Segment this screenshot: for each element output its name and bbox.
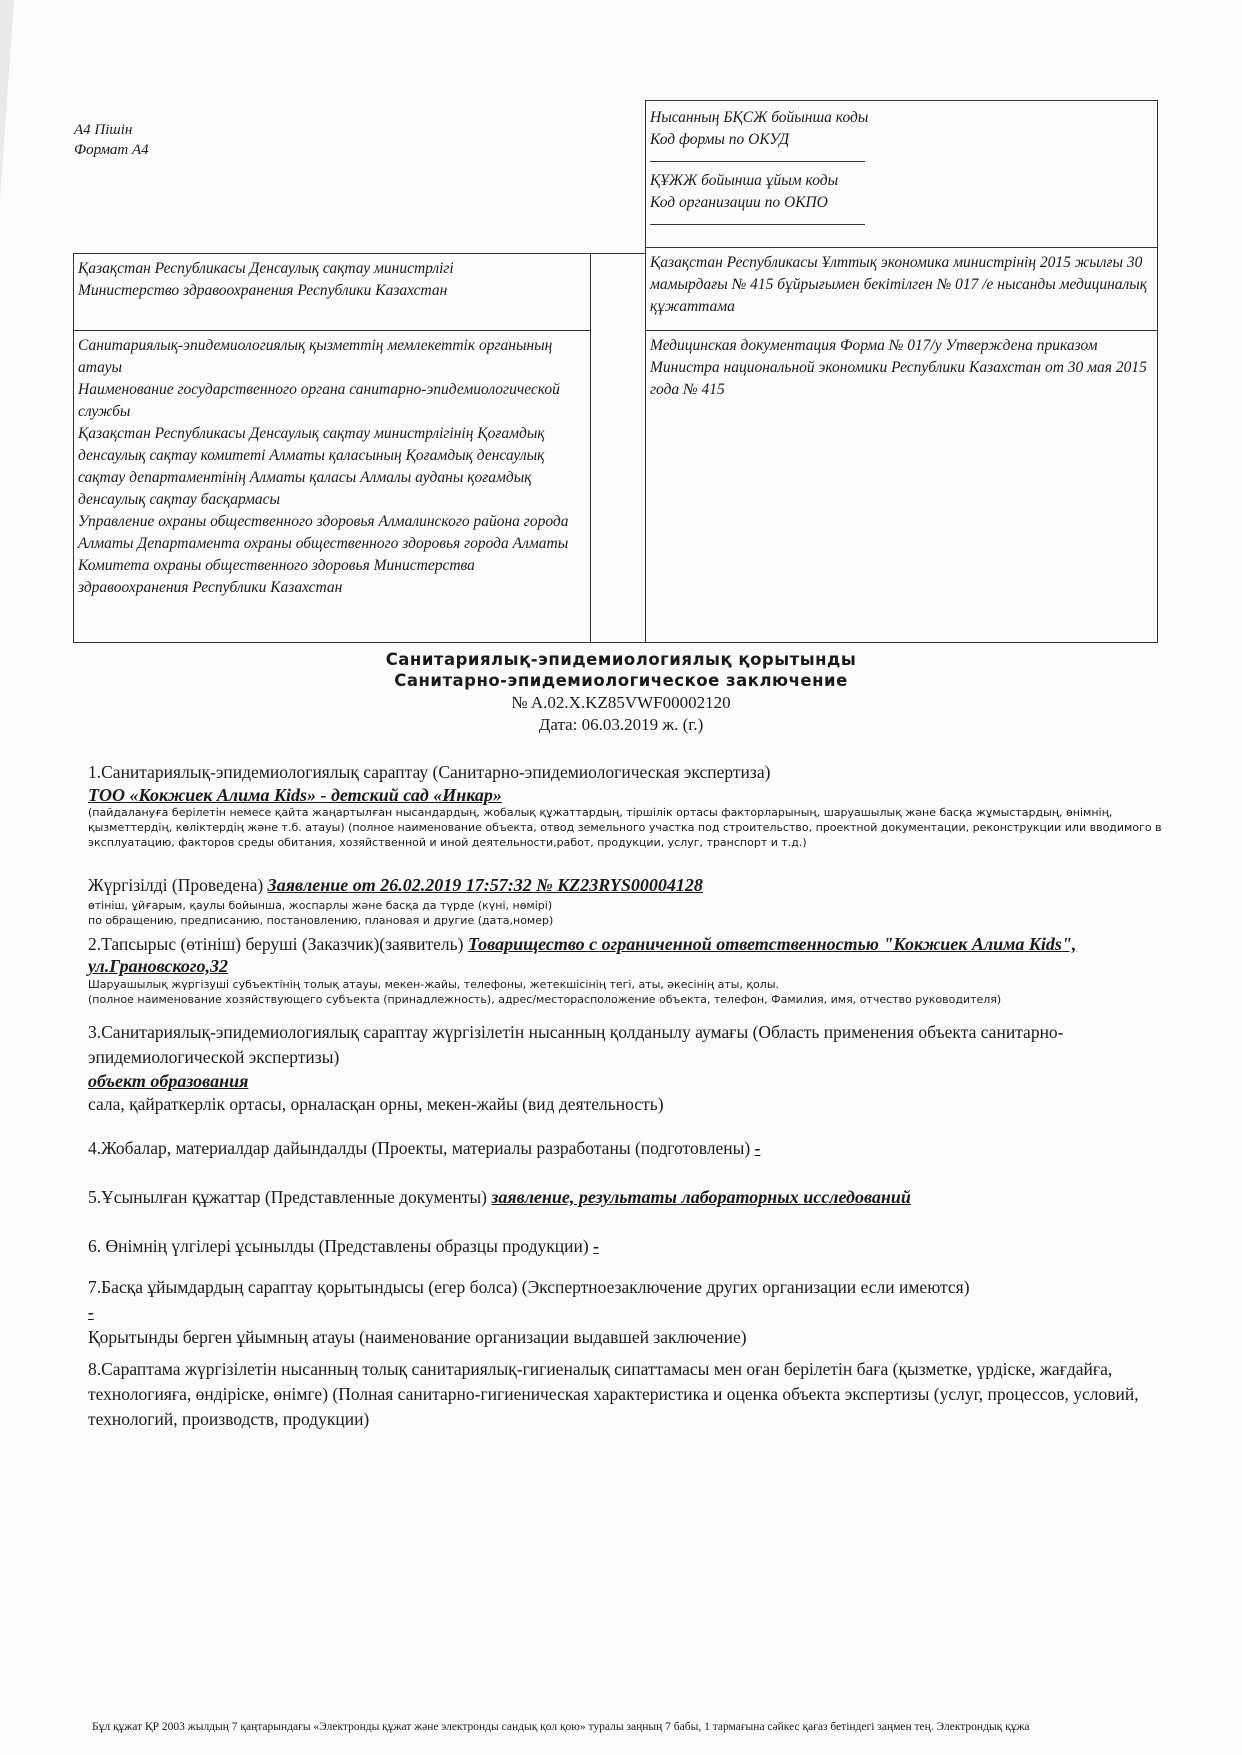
s3-value: объект образования: [88, 1071, 249, 1091]
ministry-kz: Қазақстан Республикасы Денсаулық сақтау министрлігі: [78, 260, 454, 277]
section-4: [88, 1136, 1178, 1161]
s6-value: -: [593, 1236, 599, 1256]
organ-label-ru: Наименование государственного органа санитарно-эпидемиологической службы: [78, 381, 560, 420]
section-conducted: [88, 873, 1178, 928]
page-fold-shadow: [0, 0, 14, 200]
order-ru: Медицинская документация Форма № 017/у Утверждена приказом Министра национальной экономики Республики Казахстан от 30 мая 2015 года № 415: [650, 337, 1147, 398]
section-2: [88, 933, 1178, 1007]
s3-hint: сала, қайраткерлік ортасы, орналасқан орны, мекен-жайы (вид деятельность): [88, 1094, 664, 1114]
s6-label: 6. Өнімнің үлгілері ұсынылды (Представлены образцы продукции): [88, 1236, 589, 1256]
document-title: [0, 650, 1242, 735]
s2-label: 2.Тапсырыс (өтініш) беруші (Заказчик)(заявитель): [88, 934, 464, 954]
section-8: [88, 1357, 1178, 1432]
format-ru: Формат А4: [74, 142, 149, 158]
okud-kz: Нысанның БҚСЖ бойынша коды: [650, 109, 869, 126]
footer-legal-note: Бұл құжат ҚР 2003 жылдың 7 қаңтарындағы «Электронды құжат және электронды сандық қол қою» туралы заңның 7 бабы, 1 тармағына сәйкес қағаз бетіндегі заңмен тең. Электрондық құжа: [92, 1721, 1030, 1733]
format-kz: А4 Пішін: [74, 122, 133, 138]
s2-value: Товарищество с ограниченной ответственностью "Кокжиек Алима Kids", ул.Грановского,32: [88, 934, 1077, 976]
okud-ru: Код формы по ОКУД: [650, 131, 790, 148]
s5-value: заявление, результаты лабораторных исследований: [491, 1187, 911, 1207]
s1-label: 1.Санитариялық-эпидемиологиялық сараптау (Санитарно-эпидемиологическая экспертиза): [88, 762, 771, 782]
conducted-value: Заявление от 26.02.2019 17:57:32 № KZ23RYS00004128: [267, 875, 703, 895]
organ-cell: [73, 330, 591, 643]
spacer-cell: [590, 253, 646, 643]
s2-hint-ru: (полное наименование хозяйствующего субъекта (принадлежность), адрес/месторасположение объекта, телефон, Фамилия, имя, отчество руководителя): [88, 993, 1002, 1006]
s7-hint: Қорытынды берген ұйымның атауы (наименование организации выдавшей заключение): [88, 1327, 747, 1347]
title-ru: Санитарно-эпидемиологическое заключение: [394, 671, 848, 690]
order-kz: Қазақстан Республикасы Ұлттық экономика министрінің 2015 жылғы 30 мамырдағы № 415 бұйрығымен бекітілген № 017 /е нысанды медициналық құжаттама: [650, 254, 1148, 315]
s7-value: -: [88, 1302, 94, 1322]
ministry-ru: Министерство здравоохранения Республики Казахстан: [78, 282, 448, 299]
s2-hint-kz: Шаруашылық жүргізуші субъектінің толық атауы, мекен-жайы, телефоны, жетекшісінің тегі, аты, әкесінің аты, қолы.: [88, 978, 779, 991]
section-5: [88, 1185, 1178, 1210]
s4-label: 4.Жобалар, материалдар дайындалды (Проекты, материалы разработаны (подготовлены): [88, 1138, 751, 1158]
organ-name-ru: Управление охраны общественного здоровья Алмалинского района города Алматы Департамента охраны общественного здоровья города Алматы Комитета охраны общественного здоровья Министерства здравоохранения Республики Казахстан: [78, 513, 569, 596]
s5-label: 5.Ұсынылған құжаттар (Представленные документы): [88, 1187, 487, 1207]
title-kz: Санитариялық-эпидемиологиялық қорытынды: [385, 650, 857, 669]
conducted-hint-ru: по обращению, предписанию, постановлению, плановая и другие (дата,номер): [88, 914, 554, 927]
title-number: № A.02.X.KZ85VWF00002120: [511, 693, 731, 712]
order-ru-cell: [645, 330, 1158, 643]
section-3: [88, 1020, 1178, 1117]
s4-value: -: [754, 1138, 761, 1158]
section-7: [88, 1275, 1178, 1350]
section-1: [88, 760, 1178, 850]
organ-label-kz: Санитариялық-эпидемиологиялық қызметтің мемлекеттік органының атауы: [78, 337, 553, 376]
s1-value: ТОО «Кокжиек Алима Kids» - детский сад «Инкар»: [88, 785, 502, 805]
section-6: [88, 1234, 1178, 1259]
title-date: Дата: 06.03.2019 ж. (г.): [538, 715, 704, 734]
okpo-line: [650, 224, 865, 225]
format-label: [74, 120, 149, 160]
s7-label: 7.Басқа ұйымдардың сараптау қорытындысы (егер болса) (Экспертноезаключение других организации если имеются): [88, 1277, 970, 1297]
ministry-cell: [73, 253, 591, 331]
s8-label: 8.Сараптама жүргізілетін нысанның толық санитариялық-гигиеналық сипаттамасы мен оған берілетін баға (қызметке, үрдіске, жағдайға, технологияға, өндіріске, өнімге) (Полная санитарно-гигиеническая характеристика и оценка объекта экспертизы (услуг, процессов, условий, технологий, производств, продукции): [88, 1359, 1139, 1429]
conducted-label: Жүргізілді (Проведена): [88, 875, 264, 895]
codes-box: [645, 100, 1158, 248]
s3-label: 3.Санитариялық-эпидемиологиялық сараптау жүргізілетін нысанның қолданылу аумағы (Область применения объекта санитарно-эпидемиологической экспертизы): [88, 1022, 1064, 1067]
order-kz-cell: [645, 247, 1158, 331]
conducted-hint-kz: өтініш, ұйғарым, қаулы бойынша, жоспарлы және басқа да түрде (күні, нөмірі): [88, 899, 553, 912]
okpo-kz: ҚҰЖЖ бойынша ұйым коды: [650, 172, 839, 189]
okpo-ru: Код организации по ОКПО: [650, 194, 828, 211]
okud-line: [650, 161, 865, 162]
s1-hint: (пайдалануға берілетін немесе қайта жаңартылған нысандардың, жобалық құжаттардың, тіршілік ортасы факторларының, шаруашылық және басқа жұмыстардың, өнімнің, қызметтердің, көліктердің және т.б. атауы) (полное наименование объекта, отвод земельного участка под строительство, проектной документации, реконструкции или вводимого в эксплуатацию, факторов среды обитания, хозяйственной и иной деятельности,работ, продукции, услуг, транспорт и т.д.): [88, 806, 1162, 849]
organ-name-kz: Қазақстан Республикасы Денсаулық сақтау министрлігінің Қоғамдық денсаулық сақтау комитеті Алматы қаласының Қоғамдық денсаулық сақтау департаментінің Алматы қаласы Алмалы ауданы қоғамдық денсаулық сақтау басқармасы: [78, 425, 545, 508]
